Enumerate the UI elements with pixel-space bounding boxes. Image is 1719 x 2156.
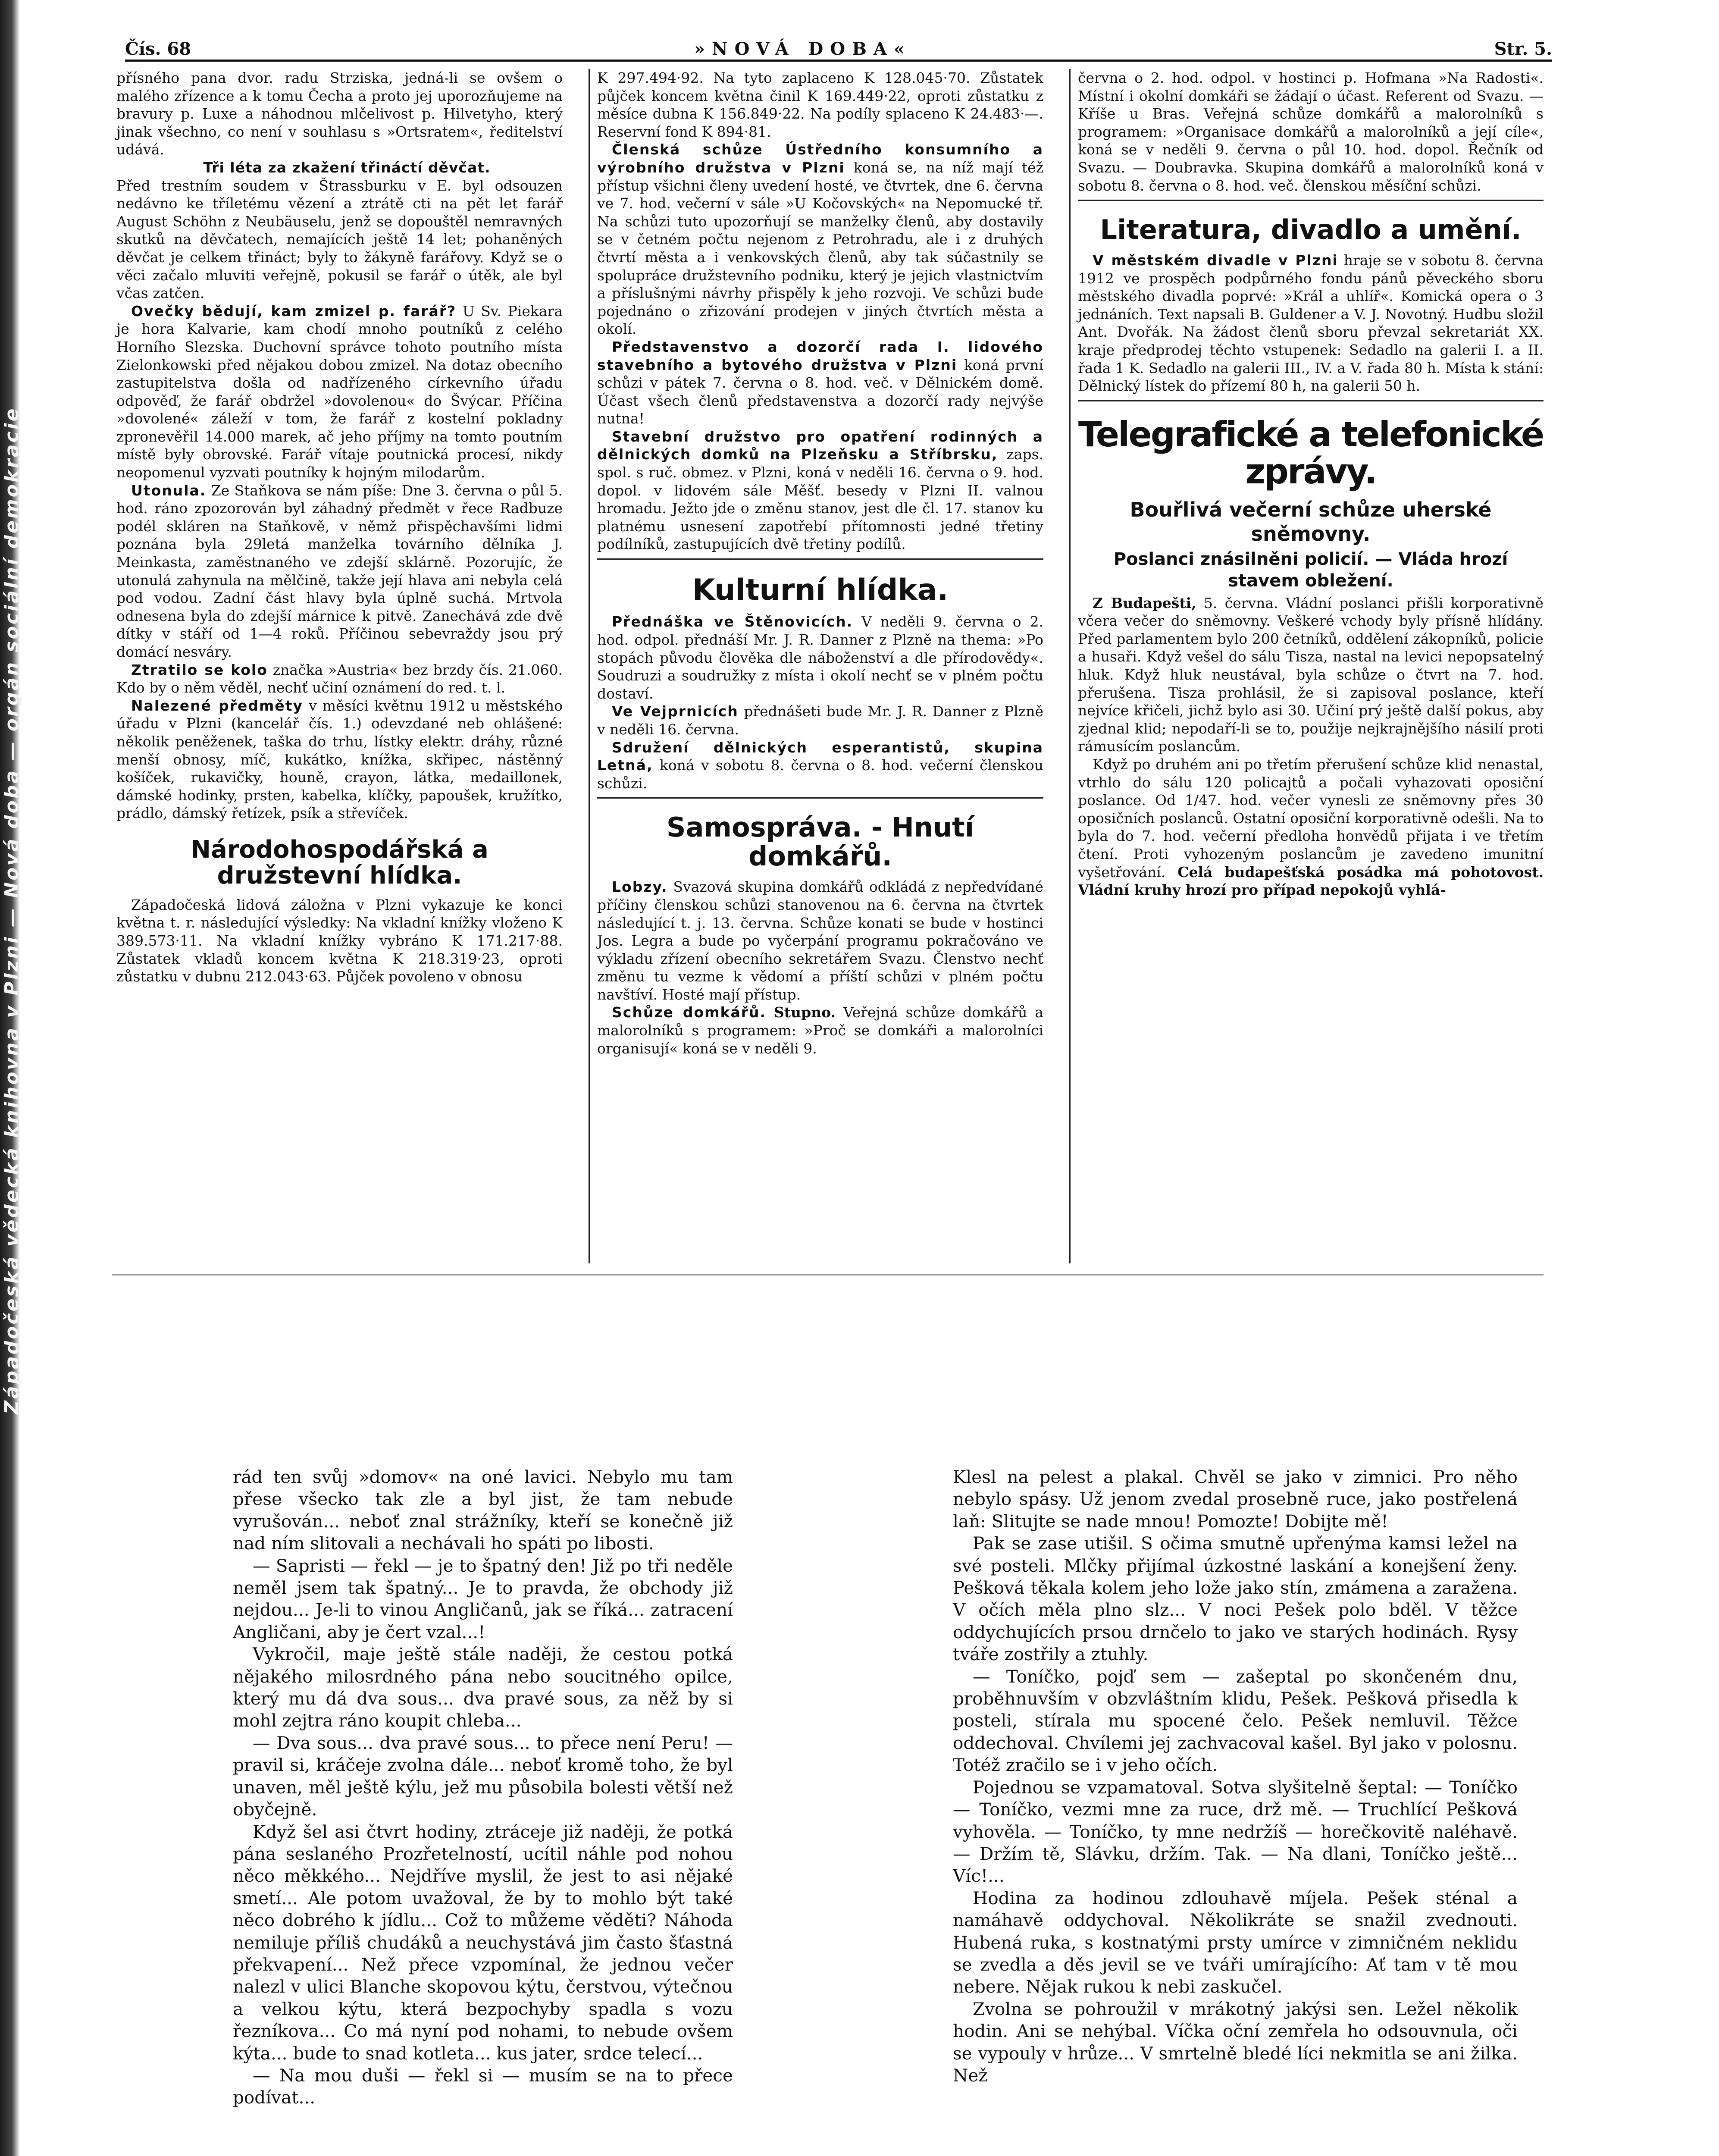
story-paragraph: — Toníčko, pojď sem — zašeptal po skončeném dnu, proběhnuvším v obzvláštním klidu, Pešek. Pešková přisedla k posteli, stírala mu spocené čelo. Pešek nemluvil. Těžce oddechoval. Chvílemi jej zachvacoval kašel. Byl jako v polosnu. Totéž zračilo se i v jeho očích. bbox=[953, 1666, 1518, 1776]
section-heading-economy: Národohospodářská a družstevní hlídka. bbox=[191, 835, 488, 890]
article-text: zaps. spol. s ruč. obmez. v Plzni, koná v neděli 16. června o 9. hod. dopol. v lidovém sále Měšť. besedy v Plzni II. valnou hromadu. Ježto jde o změnu stanov, jest dle čl. 17. stanov ku platnému usnesení zapotřebí přítomnosti jedné třetiny podílníků, zastupujících dvě třetiny podílů. bbox=[597, 446, 1043, 553]
section-heading-culture: Kulturní hlídka. bbox=[692, 573, 949, 608]
article-heading: Ve Vejprnicích bbox=[612, 703, 739, 720]
story-paragraph: Vykročil, maje ještě stále naději, že cestou potká nějakého milosrdného pána nebo soucitného opilce, který mu dá dva sous... dva pravé sous, za něž by si mohl zejtra ráno koupit chleba... bbox=[233, 1644, 733, 1731]
article-heading: Tři léta za zkažení třináctí děvčat. bbox=[203, 159, 491, 176]
article-heading: Ztratilo se kolo bbox=[131, 661, 268, 678]
section-heading-self-government: Samospráva. - Hnutí domkářů. bbox=[666, 812, 974, 872]
feuilleton-left bbox=[233, 1466, 733, 2156]
article-text: Západočeská lidová záložna v Plzni vykazuje ke konci května t. r. následující výsledky: Na vkladní knížky vloženo K 389.573·11. Na vkladní knížky vybráno K 171.217·88. Zůstatek vkladů koncem května K 218.319·23, oproti zůstatku v dubnu 212.043·63. Půjček povoleno v obnosu bbox=[116, 896, 563, 985]
article-paragraph bbox=[597, 338, 1043, 428]
issue-number: Čís. 68 bbox=[125, 39, 191, 59]
article-heading: Členská schůze Ústředního konsumního a výrobního družstva v Plzni bbox=[597, 141, 1043, 176]
story-paragraph: Když šel asi čtvrt hodiny, ztráceje již naději, že potká pána seslaného Prozřetelností, ucítil náhle pod nohou něco měkkého... Nejdříve myslil, že jest to asi nějaké smetí... Ale potom uvažoval, že by to mohlo být také něco dobrého k jídlu... Což to můžeme věděti? Náhoda nemiluje příliš chudáků a neuchystává jim často šťastná překvapení... Než přece vzpomínal, že jednou večer nalezl v ulici Blanche skopovou kýtu, čerstvou, výtečnou a velkou kýtu, která bezpochyby spadla s vozu řezníkova... Co má nyní pod nohami, to nebude ovšem kýta... bude to snad kotleta... kus jater, srdce telecí... bbox=[233, 1821, 733, 2064]
article-text: Ze Staňkova se nám píše: Dne 3. června o půl 5. hod. ráno zpozorován byl záhadný předmět v řece Radbuze podél skláren na Staňkově, v němž přispěchavšími lidmi poznána byla 29letá manželka továrního dělníka J. Meinkasta, zaměstnaného ve zdejší sklárně. Pozorujíc, že utonulá zahynula na mělčině, takže její hlava ani nebyla celá pod vodou. Zadní část hlavy byla úplně suchá. Mrtvola odnesena byla do zdejší márnice k pitvě. Zanechává zde dvě dítky v stáří od 1—4 roků. Příčinou sebevraždy jsou prý domácí nesváry. bbox=[116, 482, 563, 660]
dateline: Z Budapešti, bbox=[1093, 594, 1196, 611]
article-text: K 297.494·92. Na tyto zaplaceno K 128.045·70. Zůstatek půjček koncem května činil K 169.449·22, oproti zůstatku z měsíce dubna K 156.849·22. Na podíly splaceno K 24.483·—. Reservní fond K 894·81. bbox=[597, 69, 1043, 140]
article-paragraph bbox=[1078, 251, 1544, 395]
story-paragraph: Zvolna se pohroužil v mrákotný jakýsi sen. Ležel několik hodin. Ani se nehýbal. Víčka oční zemřela ho odsouvnula, oči se vypouly v hrůze... V smrtelně bledé líci nekmitla se ani žilka. Než bbox=[953, 1998, 1518, 2086]
column-3 bbox=[1078, 69, 1544, 1263]
article-heading: Nalezené předměty bbox=[131, 697, 304, 714]
article-paragraph bbox=[597, 739, 1043, 793]
feuilleton-separator bbox=[112, 1274, 1544, 1275]
news-headline: Bouřlivá večerní schůze uherské sněmovny. bbox=[1130, 498, 1492, 545]
article-paragraph bbox=[597, 428, 1043, 553]
article-heading: Stavební družstvo pro opatření rodinných a dělnických domků na Plzeňsku a Stříbrsku, bbox=[597, 428, 1043, 463]
article-place: Stupno. bbox=[773, 1004, 836, 1021]
page-number: Str. 5. bbox=[1494, 39, 1552, 59]
header-rule bbox=[125, 60, 1552, 62]
article-text: Když po druhém ani po třetím přerušení schůze klid nenastal, vtrhlo do sálu 120 policajtů a počali vyhazovati oposiční poslance. Od 1/47. hod. večer vynesli ze sněmovny přes 30 oposičních poslanců. Ostatní oposiční korporativně odešli. Na to byla do 7. hod. večerní předloha honvědů přijata i ve třetím čtení. Proti vyhozeným poslancům je zavedeno imunitní vyšetřování. bbox=[1078, 755, 1544, 881]
story-paragraph: Hodina za hodinou zdlouhavě míjela. Pešek sténal a namáhavě oddychoval. Několikráte se snažil zvednouti. Hubená ruka, s kostnatými prsty umírce v zimničném neklidu se zvedla a děs jevil se ve tváři umírajícího: Ať tam v tě mou nebere. Nějak rukou k nebi zaskučel. bbox=[953, 1887, 1518, 1997]
story-paragraph: Klesl na pelest a plakal. Chvěl se jako v zimnici. Pro něho nebylo spásy. Už jenom zvedal prosebně ruce, jako postřelená laň: Slitujte se nade mnou! Pomozte! Dobijte mě! bbox=[953, 1467, 1518, 1532]
article-heading: Lobzy. bbox=[612, 878, 668, 896]
article-text: U Sv. Piekara je hora Kalvarie, kam chodí mnoho poutníků z celého Horního Slezska. Duchovní správce tohoto poutního místa Zielonkowski před nějakou dobou zmizel. Na dotaz obecního zastupitelstva došla od nadřízeného církevního úřadu odpověď, že farář obdržel »dovolenou« do Švýcar. Příčina »dovolené« záleží v tom, že farář z kostelní pokladny zpronevěřil 14.000 marek, ač jeho příjmy na tomto poutním místě byly obrovské. Farář vítaje poutnická procesí, nikdy neopomenul vyzvati poutníky k hojným milodarům. bbox=[116, 302, 563, 481]
article-paragraph bbox=[116, 661, 563, 697]
news-subheadline: Poslanci znásilněni policií. — Vláda hrozí stavem obležení. bbox=[1113, 549, 1508, 591]
section-heading-telegraph: Telegrafické a telefonické zprávy. bbox=[1078, 414, 1544, 492]
article-heading: Sdružení dělnických esperantistů, skupina Letná, bbox=[597, 739, 1043, 774]
column-1 bbox=[116, 69, 563, 1263]
article-heading: Přednáška ve Štěnovicích. bbox=[612, 613, 853, 630]
article-text: června o 2. hod. odpol. v hostinci p. Hofmana »Na Radosti«. Místní i okolní domkáři se žádají o účast. Referent od Svazu. — Kříše u Bras. Veřejná schůze domkářů a malorolníků s programem: »Organisace domkářů a malorolníků a její cíle«, koná se v neděli 9. června o půl 10. hod. dopol. Řečník od Svazu. — Doubravka. Skupina domkářů a malorolníků koná v sobotu 8. června o 8. hod. več. členskou měsíční schůzi. bbox=[1078, 69, 1544, 194]
article-paragraph bbox=[1078, 755, 1544, 899]
article-paragraph bbox=[116, 302, 563, 482]
article-text: V neděli 9. června o 2. hod. odpol. přednáší Mr. J. R. Danner z Plzně na thema: »Po stopách původu člověka dle náboženství a dle přírodovědy«. Soudruzi a soudružky z místa i okolí nechť se v plném počtu dostaví. bbox=[597, 613, 1044, 702]
story-paragraph: Pojednou se vzpamatoval. Sotva slyšitelně šeptal: — Toníčko — Toníčko, vezmi mne za ruce, drž mě. — Truchlící Pešková vyhověla. — Toníčko, ty mne nedržíš — horečkovitě naléhavě. — Držím tě, Slávku, držím. Tak. — Na dlani, Toníčko ještě... Víc!... bbox=[953, 1777, 1518, 1887]
story-paragraph: Pak se zase utišil. S očima smutně upřenýma kamsi ležel na své posteli. Mlčky přijímal úzkostné laskání a konejšení ženy. Pešková těkala kolem jeho lože jako stín, zmámena a zaražena. V očích měla plno slz... V noci Pešek polo bděl. V těžce oddychujících prsou drnčelo to jako ve starých hodinách. Rysy tváře zostřily a ztuhly. bbox=[953, 1533, 1518, 1665]
column-2 bbox=[597, 69, 1043, 1263]
section-rule bbox=[597, 797, 1043, 799]
article-heading: Schůze domkářů. bbox=[612, 1004, 767, 1021]
story-paragraph: — Dva sous... dva pravé sous... to přece není Peru! — pravil si, kráčeje zvolna dále... neboť kromě toho, že byl unaven, měl ještě kýlu, jež mu působila bolesti větší než obyčejně. bbox=[233, 1732, 733, 1820]
article-paragraph bbox=[597, 702, 1043, 738]
article-text: v měsíci květnu 1912 u městského úřadu v Plzni (kancelář čís. 1.) odevzdané neb ohlášené: několik peněženek, taška do trhu, lístky elektr. dráhy, různé menší obnosy, míč, kukátko, knížka, skřipec, nástěnný košíček, rukavičky, houně, crayon, látka, medaillonek, dámské hodinky, prsten, kabelka, klíčky, papoušek, kružítko, prádlo, dámský řetízek, psík a střevíček. bbox=[116, 697, 563, 822]
article-text: Před trestním soudem v Štrassburku v E. byl odsouzen nedávno ke tříletému vězení a ztrátě cti na pět let farář August Schöhn z Neubäuselu, jenž se dopouštěl nemravných skutků na děvčatech, nemajících ještě 14 let; pohaněných děvčat je celkem třináct; byly to žákyně farářovy. Když se o věci začalo mluviti veřejně, pokusil se farář o útěk, ale byl včas zatčen. bbox=[116, 177, 563, 302]
story-paragraph: — Sapristi — řekl — je to špatný den! Již po tři neděle neměl jsem tak špatný... Je to pravda, že obchody již nejdou... Je-li to vinou Angličanů, jak se říká... zatracení Angličani, aby je čert vzal...! bbox=[233, 1555, 733, 1642]
article-paragraph bbox=[597, 1003, 1043, 1057]
article-text: značka »Austria« bez brzdy čís. 21.060. Kdo by o něm věděl, nechť učiní oznámení do red. t. l. bbox=[116, 661, 563, 696]
binding-text: Západočeská vědecká knihovna v Plzni — Nová doba — orgán sociální demokracie bbox=[1, 407, 23, 1414]
article-heading: Představenstvo a dozorčí rada I. lidového stavebního a bytového družstva v Plzni bbox=[597, 338, 1043, 373]
section-heading-literature: Literatura, divadlo a umění. bbox=[1100, 214, 1522, 246]
article-paragraph bbox=[116, 482, 563, 661]
section-rule bbox=[597, 558, 1043, 560]
article-text: přísného pana dvor. radu Strziska, jedná-li se ovšem o malého zřízence a k tomu Čecha a proto jej uporozňujeme na bravury p. Luxe a náhodnou mlčelivost p. Hilvetyho, který jinak všechno, co není v souhlasu s »Ortsratem«, ředitelství udává. bbox=[116, 69, 563, 158]
article-text: Svazová skupina domkářů odkládá z nepředvídané příčiny členskou schůzi stanovenou na 6. června na čtvrtek následující t. j. 13. června. Schůze konati se bude v hostinci Jos. Legra a bude po vyčerpání programu pokračováno ve výkladu zřízení obecního sekretářem Svazu. Členstvo nechť změnu tu vezme k vědomí a příští schůzi v plném počtu navštíví. Hosté mají přístup. bbox=[597, 878, 1043, 1003]
feuilleton-right bbox=[953, 1466, 1518, 2156]
article-text-bold: Celá budapešťská posádka má pohotovost. Vládní kruhy hrozí pro případ nepokojů vyhlá- bbox=[1078, 863, 1544, 899]
article-heading: Ovečky bědují, kam zmizel p. farář? bbox=[131, 302, 457, 320]
page-header bbox=[125, 30, 1552, 60]
article-paragraph bbox=[1078, 594, 1544, 755]
column-rule-1 bbox=[589, 69, 590, 1263]
article-heading: V městském divadle v Plzni bbox=[1093, 252, 1338, 269]
article-heading: Utonula. bbox=[131, 482, 207, 499]
article-paragraph bbox=[597, 141, 1043, 338]
column-rule-2 bbox=[1069, 69, 1071, 1263]
article-text: Veřejná schůze domkářů a malorolníků s programem: »Proč se domkáři a malorolníci organisují« koná se v neděli 9. bbox=[597, 1004, 1043, 1057]
article-paragraph bbox=[597, 878, 1043, 1003]
article-text: koná první schůzi v pátek 7. června o 8. hod. več. v Dělnickém domě. Účast všech členů představenstva a dozorčí rady nejvýše nutna! bbox=[597, 356, 1043, 427]
article-text: koná se, na níž mají též přístup všichni členy uvedení hosté, ve čtvrtek, dne 6. června ve 7. hod. večerní v sále »U Kočovských« na Nepomucké tř. Na schůzi tuto upozorňují se manželky členů, aby dostavily se v četném počtu nejenom z Petrohradu, ale i z druhých čtvrtí města a i venkovských členů, aby tak súčastnily se spolupráce družstevního podniku, který je jejich vlastnictvím a příslušnými návrhy přispěly k jeho rozvoji. Ve schůzi bude pojednáno o zřizování prodejen v jiných čtvrtích města a okolí. bbox=[597, 159, 1043, 338]
article-text: přednášeti bude Mr. J. R. Danner z Plzně v neděli 16. června. bbox=[597, 703, 1043, 738]
section-rule bbox=[1078, 400, 1544, 401]
scan-binding-strip bbox=[0, 0, 23, 2156]
article-text: hraje se v sobotu 8. června 1912 ve prospěch podpůrného fondu pánů pěveckého sboru městského divadla poprvé: »Král a uhlíř«. Komická opera o 3 jednáních. Text napsali B. Guldener a V. J. Novotný. Hudbu složil Ant. Dvořák. Na žádost členů sboru převzal sekretariát XX. kraje předprodej těchto vstupenek: Sedadlo na galerii I. a II. řada 1 K. Sedadlo na galerii III., IV. a V. řada 80 h. Místa k stání: Dělnický lístek do přízemí 80 h, na galerii 50 h. bbox=[1078, 252, 1544, 395]
story-paragraph: rád ten svůj »domov« na oné lavici. Nebylo mu tam přese všecko tak zle a byl jist, že tam nebude vyrušován... neboť znal strážníky, kteří se konečně již nad ním slitovali a nechávali ho spáti po libosti. bbox=[233, 1467, 733, 1554]
article-text: koná v sobotu 8. června o 8. hod. večerní členskou schůzi. bbox=[597, 757, 1043, 792]
section-rule bbox=[1078, 200, 1544, 201]
story-paragraph: — Na mou duši — řekl si — musím se na to přece podívat... bbox=[233, 2065, 733, 2108]
article-paragraph bbox=[597, 613, 1043, 702]
article-paragraph bbox=[116, 697, 563, 822]
article-text: 5. června. Vládní poslanci přišli korporativně včera večer do sněmovny. Veškeré vchody byly přísně hlídány. Před parlamentem bylo 200 četníků, oddělení zákopníků, policie a husaři. Když vešel do sálu Tisza, nastal na levici nepopsatelný hluk. Když hluk neustával, byla schůze o čtvrt na 7. hod. přerušena. Tisza prohlásil, že si zapisoval poslance, kteří nejvíce křičeli, jichž bylo asi 30. Učiní prý ještě další pokus, aby zjednal klid; nepodaří-li se to, použije nejkrajnějšího násilí proti rámusícím poslancům. bbox=[1078, 594, 1544, 755]
newspaper-title: »NOVÁ DOBA« bbox=[694, 39, 911, 59]
